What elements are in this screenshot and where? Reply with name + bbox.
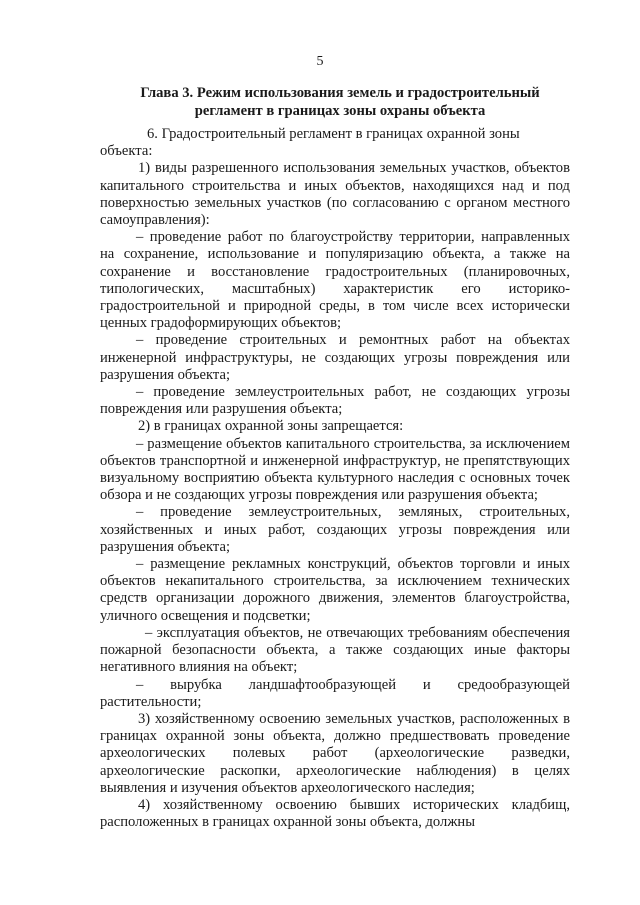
list-item-tree-felling: – вырубка ландшафтообразующей и средообразующей растительности; bbox=[100, 676, 570, 710]
list-item-construction-repair: – проведение строительных и ремонтных работ на объектах инженерной инфраструктуры, не создающих угрозы повреждения или разрушения объекта; bbox=[100, 332, 570, 383]
chapter-heading bbox=[100, 84, 580, 120]
list-item-land-management: – проведение землеустроительных работ, не создающих угрозы повреждения или разрушения объекта; bbox=[100, 384, 570, 418]
paragraph-4-cemeteries: 4) хозяйственному освоению бывших исторических кладбищ, расположенных в границах охранной зоны объекта, должны bbox=[100, 796, 570, 831]
list-item-capital-construction: – размещение объектов капитального строительства, за исключением объектов транспортной и инженерной инфраструктур, не препятствующих визуальному восприятию объекта культурного наследия с основных точек обзора и не создающих угрозы повреждения или разрушения объекта; bbox=[100, 435, 570, 504]
chapter-heading-line-1: Глава 3. Режим использования земель и градостроительный bbox=[140, 85, 540, 101]
list-item-landscaping: – проведение работ по благоустройству территории, направленных на сохранение, использование и популяризацию объекта, а также на сохранение и восстановление градостроительных (планировочных, типологических, масштабных) характеристик его историко-градостроительной и природной среды, в том числе всех исторически ценных градоформирующих объектов; bbox=[100, 229, 570, 332]
paragraph-1-allowed-uses: 1) виды разрешенного использования земельных участков, объектов капитального строительства и иных объектов, находящихся над и под поверхностью земельных участков (по согласованию с органом местного самоуправления): bbox=[100, 160, 570, 229]
paragraph-2-prohibited: 2) в границах охранной зоны запрещается: bbox=[138, 418, 404, 435]
list-item-earthworks: – проведение землеустроительных, земляных, строительных, хозяйственных и иных работ, создающих угрозы повреждения или разрушения объекта; bbox=[100, 504, 570, 555]
page-number: 5 bbox=[316, 54, 324, 69]
list-item-fire-safety: – эксплуатация объектов, не отвечающих требованиям обеспечения пожарной безопасности объекта, а также создающих иные факторы негативного влияния на объект; bbox=[100, 624, 570, 676]
chapter-heading-line-2: регламент в границах зоны охраны объекта bbox=[194, 103, 486, 119]
paragraph-3-archaeology: 3) хозяйственному освоению земельных участков, расположенных в границах охранной зоны объекта, должно предшествовать проведение археологических полевых работ (археологические разведки, археологические раскопки, археологические наблюдения) в целях выявления и изучения объектов археологического наследия; bbox=[100, 710, 570, 796]
paragraph-6: 6. Градостроительный регламент в границах охранной зоны объекта: bbox=[100, 126, 520, 160]
list-item-advertising: – размещение рекламных конструкций, объектов торговли и иных объектов некапитального строительства, за исключением технических средств организации дорожного движения, элементов благоустройства, уличного освещения и подсветки; bbox=[100, 556, 570, 624]
document-body bbox=[100, 126, 570, 831]
